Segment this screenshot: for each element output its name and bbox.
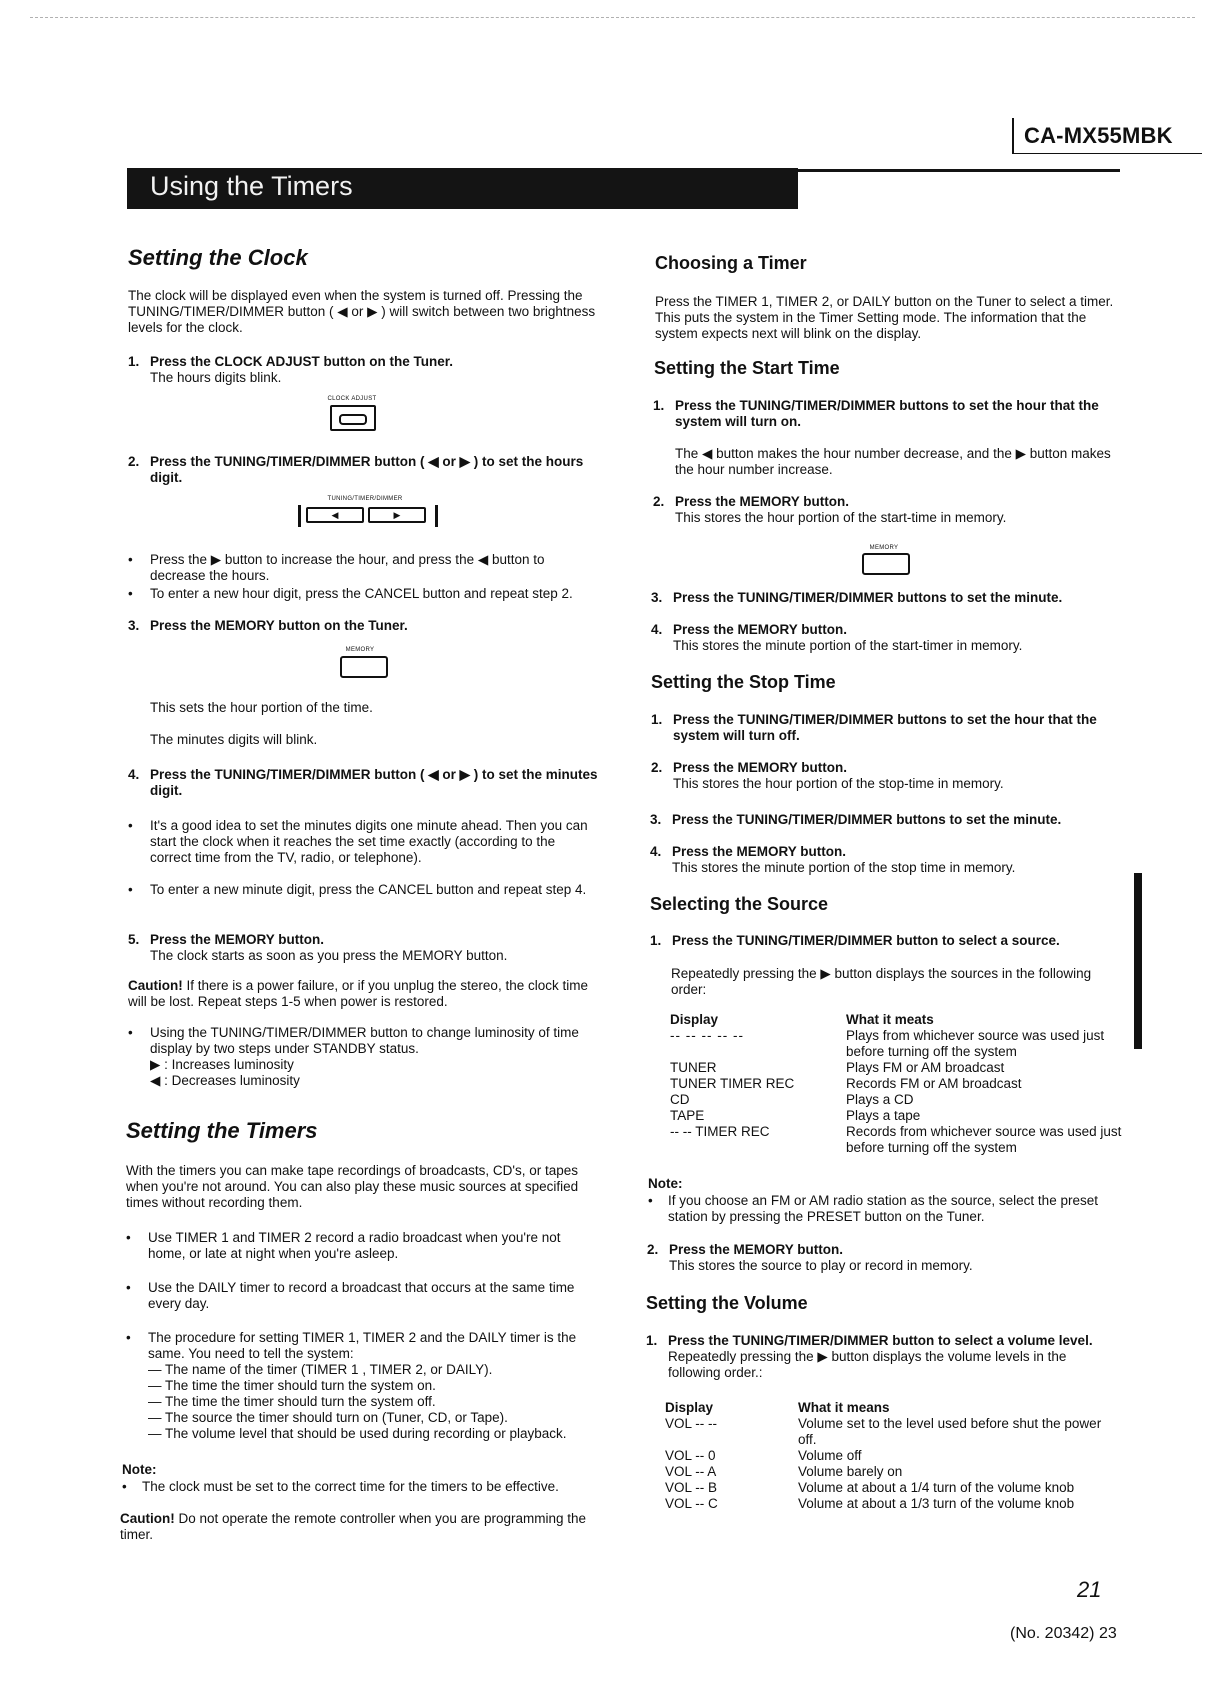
step-instruction: Press the MEMORY button. xyxy=(672,844,847,859)
table-row: VOL -- A Volume barely on xyxy=(665,1464,903,1479)
step-number: 3. xyxy=(650,812,662,827)
dash-item: — The time the timer should turn the system off. xyxy=(148,1394,436,1409)
step-instruction: Press the CLOCK ADJUST button on the Tuner. xyxy=(150,354,454,369)
right-arrow-icon: ▶ xyxy=(368,507,426,523)
dash-item: — The volume level that should be used during recording or playback. xyxy=(148,1426,567,1441)
step-instruction: Press the TUNING/TIMER/DIMMER button to select a volume level. xyxy=(668,1333,1093,1348)
step-number: 3. xyxy=(128,618,140,633)
start-step-4 xyxy=(651,622,1121,654)
step-number: 2. xyxy=(653,494,665,509)
step-number: 2. xyxy=(651,760,663,775)
step-number: 4. xyxy=(650,844,662,859)
step-detail: This stores the source to play or record in memory. xyxy=(669,1258,973,1273)
source-step-2 xyxy=(647,1242,1119,1274)
step-detail: This stores the minute portion of the start-timer in memory. xyxy=(673,638,1023,653)
memory-button-icon xyxy=(340,656,388,678)
clock-step-3 xyxy=(128,618,600,634)
step-detail: This stores the hour portion of the start-time in memory. xyxy=(675,510,1007,525)
table-row: VOL -- 0 Volume off xyxy=(665,1448,862,1463)
table-row: TAPE Plays a tape xyxy=(670,1108,921,1123)
start-step-1 xyxy=(653,398,1121,430)
document-reference: (No. 20342) 23 xyxy=(1010,1625,1117,1642)
page-title: Using the Timers xyxy=(150,171,353,201)
col-display: Display xyxy=(665,1400,714,1415)
step-number: 4. xyxy=(128,767,140,782)
bullet-new-hour: • To enter a new hour digit, press the CANCEL button and repeat step 2. xyxy=(128,586,573,601)
table-row: VOL -- -- Volume set to the level used before shut the power off. xyxy=(665,1416,1102,1447)
source-note: • If you choose an FM or AM radio station as the source, select the preset station by pressing the PRESET button on the Tuner. xyxy=(648,1193,1098,1224)
step-instruction: Press the MEMORY button. xyxy=(675,494,850,509)
timers-heading: Setting the Timers xyxy=(126,1118,318,1143)
clock-step-4 xyxy=(128,767,600,799)
step-instruction: Press the MEMORY button on the Tuner. xyxy=(150,618,408,633)
model-number: CA-MX55MBK xyxy=(1024,123,1173,148)
bullet-timer1-timer2: • Use TIMER 1 and TIMER 2 record a radio broadcast when you're not home, or late at night when you're asleep. xyxy=(126,1230,561,1261)
model-bar xyxy=(1012,118,1014,154)
step-instruction: Press the MEMORY button. xyxy=(673,622,848,637)
stop-step-3 xyxy=(650,812,1120,828)
clock-step-1 xyxy=(128,354,600,386)
step-instruction: Press the TUNING/TIMER/DIMMER buttons to set the hour that the system will turn on. xyxy=(675,398,1099,429)
step-instruction: Press the TUNING/TIMER/DIMMER button ( ◀ or ▶ ) to set the minutes digit. xyxy=(150,767,598,798)
step-detail: The hours digits blink. xyxy=(150,370,282,385)
col-meaning: What it meats xyxy=(846,1012,934,1027)
col-display: Display xyxy=(670,1012,719,1027)
step-number: 1. xyxy=(646,1333,658,1348)
step-number: 1. xyxy=(128,354,140,369)
start-step-1-detail: The ◀ button makes the hour number decrease, and the ▶ button makes the hour number increase. xyxy=(675,446,1111,477)
col-meaning: What it means xyxy=(798,1400,890,1415)
memory-icon-label: MEMORY xyxy=(869,545,899,551)
left-arrow-icon: ◀ xyxy=(306,507,364,523)
step-detail: The clock starts as soon as you press the MEMORY button. xyxy=(150,948,508,963)
clock-intro: The clock will be displayed even when the system is turned off. Pressing the TUNING/TIMER/DIMMER button ( ◀ or ▶ ) will switch between two brightness levels for the clock. xyxy=(128,288,596,335)
table-row: VOL -- C Volume at about a 1/3 turn of the volume knob xyxy=(665,1496,1075,1511)
table-row: TUNER TIMER REC Records FM or AM broadcast xyxy=(670,1076,1022,1091)
caution-label: Caution! xyxy=(120,1511,175,1526)
step-number: 2. xyxy=(647,1242,659,1257)
step-number: 1. xyxy=(653,398,665,413)
dash-item: — The time the timer should turn the system on. xyxy=(148,1378,436,1393)
stop-step-2 xyxy=(651,760,1121,792)
tuning-icon-label: TUNING/TIMER/DIMMER xyxy=(327,496,403,502)
clock-heading: Setting the Clock xyxy=(128,245,308,270)
table-header-row xyxy=(665,1400,1120,1416)
clock-step-5 xyxy=(128,932,600,964)
bullet-daily-timer: • Use the DAILY timer to record a broadcast that occurs at the same time every day. xyxy=(126,1280,575,1311)
choose-timer-text: Press the TIMER 1, TIMER 2, or DAILY button on the Tuner to select a timer. This puts the system in the Timer Setting mode. The information that the system expects next will blink on the display. xyxy=(655,294,1114,341)
timers-intro: With the timers you can make tape recordings of broadcasts, CD's, or tapes when you're not around. You can also play these music sources at specified times without recording them. xyxy=(126,1163,579,1210)
thumb-index-bar xyxy=(1134,873,1142,1049)
note-label: Note: xyxy=(122,1462,157,1477)
dash-item: — The source the timer should turn on (Tuner, CD, or Tape). xyxy=(148,1410,508,1425)
source-table xyxy=(670,1012,1122,1156)
step-number: 1. xyxy=(651,712,663,727)
start-step-2 xyxy=(653,494,1121,526)
banner-rule xyxy=(798,169,1120,172)
bullet-procedure: • The procedure for setting TIMER 1, TIMER 2 and the DAILY timer is the same. You need to tell the system: — The name of the timer (TIMER 1 , TIMER 2, or DAILY). — The time the timer should turn the system on. — The time the timer should turn the system off. — The source the timer should turn on (Tuner, CD, or Tape). — The volume level that should be used during recording or playback. xyxy=(126,1330,596,1442)
source-step-1 xyxy=(650,933,1120,949)
step-detail: This stores the hour portion of the stop-time in memory. xyxy=(673,776,1004,791)
caution-power-failure: Caution! If there is a power failure, or if you unplug the stereo, the clock time will be lost. Repeat steps 1-5 when power is restored. xyxy=(128,978,588,1009)
clock-step-2 xyxy=(128,454,600,486)
bullet-minute-ahead: • It's a good idea to set the minutes digits one minute ahead. Then you can start the clock when it reaches the set time exactly (according to the correct time from the TV, radio, or telephone). xyxy=(128,818,588,865)
stop-step-1 xyxy=(651,712,1121,744)
start-time-heading: Setting the Start Time xyxy=(654,358,840,378)
table-row: TUNER Plays FM or AM broadcast xyxy=(670,1060,1005,1075)
bullet-new-minute: • To enter a new minute digit, press the CANCEL button and repeat step 4. xyxy=(128,882,587,897)
clock-step-3-detail-2: The minutes digits will blink. xyxy=(150,732,318,747)
table-header-row xyxy=(670,1012,1122,1028)
step-detail: This stores the minute portion of the stop time in memory. xyxy=(672,860,1016,875)
step-instruction: Press the TUNING/TIMER/DIMMER buttons to set the minute. xyxy=(673,590,1063,605)
caution-label: Caution! xyxy=(128,978,183,993)
note-clock-set: • The clock must be set to the correct time for the timers to be effective. xyxy=(122,1479,559,1494)
source-note-label: Note: xyxy=(648,1176,683,1191)
tuning-button-pair-icon xyxy=(298,505,438,527)
step-instruction: Press the TUNING/TIMER/DIMMER button to select a source. xyxy=(672,933,1060,948)
step-instruction: Press the MEMORY button. xyxy=(150,932,325,947)
page-number: 21 xyxy=(1077,1577,1102,1602)
step-number: 2. xyxy=(128,454,140,469)
top-dashed-rule xyxy=(30,17,1195,18)
clock-step-3-detail-1: This sets the hour portion of the time. xyxy=(150,700,373,715)
choose-timer-heading: Choosing a Timer xyxy=(655,253,807,273)
table-row: -- -- -- -- -- Plays from whichever source was used just before turning off the system xyxy=(670,1028,1105,1059)
step-instruction: Press the TUNING/TIMER/DIMMER buttons to set the minute. xyxy=(672,812,1062,827)
dash-item: — The name of the timer (TIMER 1 , TIMER 2, or DAILY). xyxy=(148,1362,493,1377)
memory-button-icon xyxy=(862,553,910,575)
stop-time-heading: Setting the Stop Time xyxy=(651,672,836,692)
step-instruction: Press the MEMORY button. xyxy=(669,1242,844,1257)
volume-step-1 xyxy=(646,1333,1120,1381)
model-rule xyxy=(1012,153,1202,154)
volume-table xyxy=(665,1400,1120,1512)
volume-heading: Setting the Volume xyxy=(646,1293,808,1313)
step-detail: Repeatedly pressing the ▶ button displays the volume levels in the following order.: xyxy=(668,1349,1067,1380)
step-number: 5. xyxy=(128,932,140,947)
caution-remote: Caution! Do not operate the remote controller when you are programming the timer. xyxy=(120,1511,586,1542)
stop-step-4 xyxy=(650,844,1120,876)
source-step-1-detail: Repeatedly pressing the ▶ button displays the sources in the following order: xyxy=(671,966,1092,997)
table-row: CD Plays a CD xyxy=(670,1092,914,1107)
step-number: 1. xyxy=(650,933,662,948)
step-number: 3. xyxy=(651,590,663,605)
source-heading: Selecting the Source xyxy=(650,894,829,914)
step-number: 4. xyxy=(651,622,663,637)
start-step-3 xyxy=(651,590,1121,606)
table-row: VOL -- B Volume at about a 1/4 turn of the volume knob xyxy=(665,1480,1075,1495)
bullet-increase-hour: • Press the ▶ button to increase the hour, and press the ◀ button to decrease the hours. xyxy=(128,552,545,583)
clock-adjust-icon-label: CLOCK ADJUST xyxy=(327,396,377,402)
clock-adjust-button-icon xyxy=(330,405,376,431)
step-instruction: Press the MEMORY button. xyxy=(673,760,848,775)
table-row: -- -- TIMER REC Records from whichever source was used just before turning off the system xyxy=(670,1124,1122,1155)
step-instruction: Press the TUNING/TIMER/DIMMER buttons to set the hour that the system will turn off. xyxy=(673,712,1097,743)
memory-icon-label: MEMORY xyxy=(345,647,375,653)
step-instruction: Press the TUNING/TIMER/DIMMER button ( ◀ or ▶ ) to set the hours digit. xyxy=(150,454,584,485)
bullet-luminosity: • Using the TUNING/TIMER/DIMMER button to change luminosity of time display by two steps under STANDBY status. ▶ : Increases luminosity ◀ : Decreases luminosity xyxy=(128,1025,579,1088)
